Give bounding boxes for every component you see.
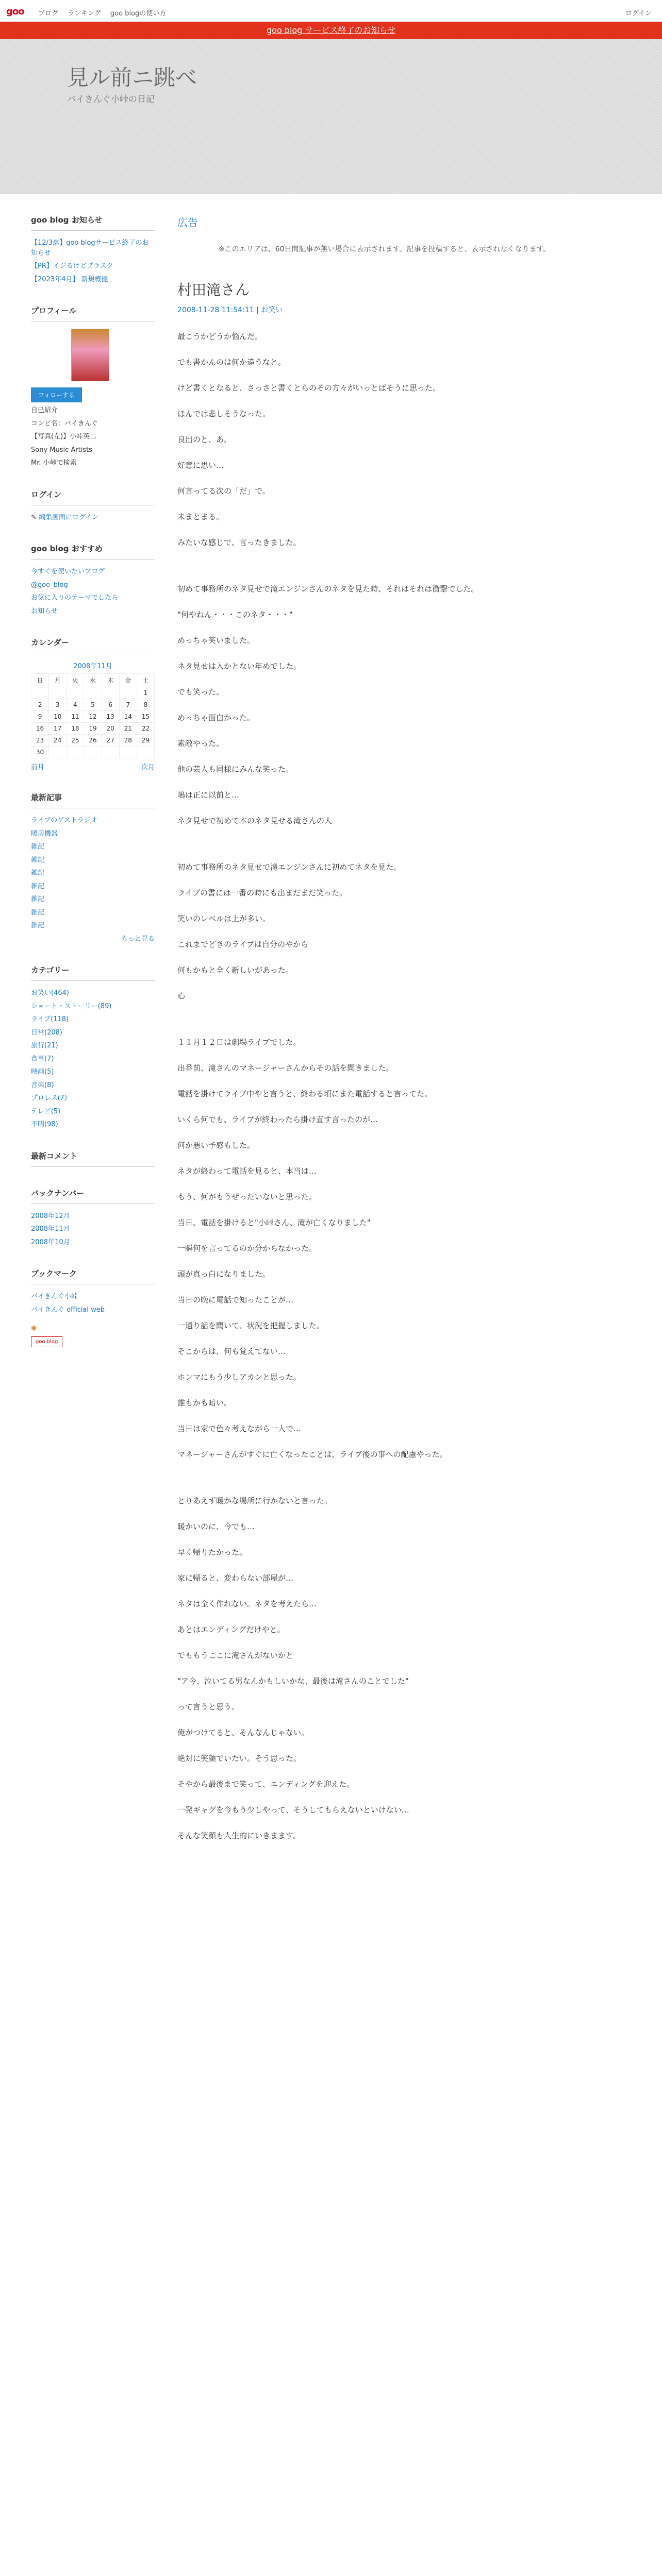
post-paragraph: いくら何でも、ライブが終わったら掛け直す言ったのが… (177, 1115, 378, 1124)
post-paragraph: １１月１２日は劇場ライブでした。 (177, 1038, 301, 1047)
post-paragraph: 誰もかも暗い。 (177, 1398, 232, 1408)
cal-day: 日 (31, 674, 49, 687)
post-paragraph: そんな笑顔も人生的にいきまます。 (177, 1831, 301, 1840)
post-paragraph: 嶋は正に以前と… (177, 790, 240, 800)
post-paragraph: 最こうかどうか悩んだ。 (177, 332, 263, 341)
blog-header (0, 39, 662, 194)
cal-date: 15 (137, 711, 154, 723)
category-link[interactable]: 食事(7) (31, 1055, 54, 1063)
post-paragraph: ホンマにもう少しアカンと思った。 (177, 1372, 301, 1382)
osusume-link[interactable]: 今すぐを使いたいブログ (31, 568, 105, 575)
content-area (0, 194, 662, 2576)
cal-date: 14 (119, 711, 137, 723)
post-paragraph: これまでどきのライブは自分のやから (177, 940, 309, 949)
post-body (177, 330, 641, 1842)
top-link-howto[interactable]: goo blogの使い方 (110, 10, 167, 18)
profile-line: 【写真(左)】小峠英二 (31, 433, 97, 440)
category-link[interactable]: 日常(208) (31, 1028, 62, 1037)
follow-button[interactable]: フォローする (31, 387, 82, 402)
profile-line: 自己紹介 (31, 406, 58, 414)
post-paragraph: ネタ見せは入かとない年めでした。 (177, 662, 302, 671)
recent-post-link[interactable]: 雑記 (31, 882, 45, 890)
post-paragraph: 初めて事務所のネタ見せで滝エンジンさんに初めてネタを見た。 (177, 862, 402, 872)
post-paragraph: ほんでは悲しそうなった。 (177, 409, 271, 418)
category-heading: カテゴリー (31, 964, 155, 981)
notice-text[interactable]: goo blog サービス終了のお知らせ (267, 25, 395, 35)
recent-post-link[interactable]: 雑記 (31, 856, 45, 864)
goo-blog-badge[interactable]: goo blog (31, 1336, 62, 1347)
backnumber-link[interactable]: 2008年11月 (31, 1225, 70, 1233)
post-paragraph: 何か悪い予感もした。 (177, 1141, 255, 1150)
edit-login-link[interactable]: 編集画面にログイン (39, 513, 99, 521)
calendar-next-link[interactable]: 次月 (141, 764, 155, 771)
cal-date: 26 (84, 735, 102, 747)
cal-date (102, 747, 119, 758)
service-notice-banner[interactable] (0, 22, 662, 39)
post-paragraph: "何やねん・・・このネタ・・・" (177, 610, 293, 619)
cal-day: 土 (137, 674, 154, 687)
category-section (31, 964, 155, 1130)
cal-date: 20 (102, 723, 119, 735)
category-link[interactable]: 不明(98) (31, 1121, 58, 1128)
top-bar (0, 0, 662, 22)
post-paragraph: けど書くとなると、さっさと書くとらのその方々がいっとばそうに思った。 (177, 383, 441, 393)
cal-date (119, 687, 137, 699)
cal-date: 3 (49, 699, 67, 711)
cal-date (31, 687, 49, 699)
profile-photo (71, 329, 109, 381)
top-link-blog[interactable]: ブログ (38, 10, 59, 18)
post-paragraph: 早く帰りたかった。 (177, 1548, 247, 1557)
cal-date (67, 747, 84, 758)
calendar-section (31, 637, 155, 771)
post-paragraph: ネタ見せで初めて本のネタ見せる滝さんの人 (177, 816, 333, 825)
post-paragraph: 素敵やった。 (177, 739, 224, 748)
post-paragraph: めっちゃ笑いました。 (177, 636, 255, 645)
post-paragraph: 初めて事務所のネタ見せで滝エンジンさんのネタを見た時、それはそれは衝撃でした。 (177, 584, 479, 594)
post-paragraph: 一通り話を聞いて、状況を把握しました。 (177, 1321, 324, 1330)
post-paragraph: 当日の晩に電話で知ったことが… (177, 1295, 294, 1304)
post-paragraph: ライブの書には一番の時にも出まだまだ笑った。 (177, 888, 347, 897)
cal-date: 2 (31, 699, 49, 711)
post-title[interactable]: 村田滝さん (177, 281, 250, 298)
cal-date (102, 687, 119, 699)
comment-section (31, 1150, 155, 1167)
cal-date: 22 (137, 723, 154, 735)
post-paragraph: 一発ギャグを今もう少しやって、そうしてもらえないといけない… (177, 1805, 409, 1815)
login-heading: ログイン (31, 489, 155, 505)
post-paragraph: って言うと思う。 (177, 1702, 240, 1711)
post-paragraph: "ア今、泣いてる男なんかもしいかな、最後は滝さんのことでした" (177, 1676, 409, 1686)
post-paragraph: 俺がつけてると、そんなんじゃない。 (177, 1728, 309, 1737)
category-link[interactable]: 音楽(8) (31, 1081, 54, 1089)
backnumber-heading: バックナンバー (31, 1188, 155, 1204)
cal-date (49, 687, 67, 699)
profile-heading: プロフィール (31, 305, 155, 321)
post-paragraph: みたいな感じで、言ったきました。 (177, 538, 301, 547)
post-paragraph: ネタは全く作れない。ネタを考えたら… (177, 1599, 317, 1608)
ad-notice: ※このエリアは、60日間記事が無い場合に表示されます。記事を投稿すると、表示されなくなります。 (219, 245, 551, 253)
cal-date: 21 (119, 723, 137, 735)
news-section (31, 214, 155, 284)
login-section (31, 489, 155, 523)
top-link-ranking[interactable]: ランキング (68, 10, 101, 18)
post-paragraph: マネージャーさんがすぐに亡くなったことは、ライブ後の事への配慮やった。 (177, 1450, 448, 1459)
news-item[interactable]: 【12/3迄】goo blogサービス終了のお知らせ (31, 239, 149, 257)
post-paragraph: 絶対に笑顔でいたい。そう思った。 (177, 1754, 302, 1763)
post-paragraph: 当日は家で色々考えながら一人で… (177, 1424, 302, 1433)
cal-date: 29 (137, 735, 154, 747)
post-paragraph: 他の芸人も同様にみんな笑った。 (177, 765, 294, 774)
cal-date: 1 (137, 687, 154, 699)
login-link[interactable]: ログイン (625, 10, 652, 18)
cal-day: 金 (119, 674, 137, 687)
recent-post-link[interactable]: 雑記 (31, 895, 45, 903)
category-link[interactable]: テレビ(5) (31, 1107, 61, 1115)
osusume-link[interactable]: お気に入りのテーマでしたら (31, 594, 119, 602)
recent-section (31, 792, 155, 944)
cal-date: 6 (102, 699, 119, 711)
osusume-link[interactable]: @goo_blog (31, 581, 68, 589)
post-paragraph: でも笑った。 (177, 687, 224, 697)
calendar-table (31, 673, 155, 758)
cal-date (84, 747, 102, 758)
profile-line: Mr. 小峠で検索 (31, 459, 77, 467)
post-paragraph: 何もかもと全く新しいがあった。 (177, 965, 293, 975)
profile-line: コンビ名：バイきんぐ (31, 419, 98, 428)
post-paragraph: でももうここに滝さんがないかと (177, 1651, 294, 1660)
bookmark-link[interactable]: バイきんぐ小峠 (31, 1293, 78, 1300)
post-paragraph: 当日、電話を掛けると"小峠さん、滝が亡くなりました" (177, 1218, 371, 1227)
pencil-icon: ✎ (31, 513, 37, 521)
backnumber-link[interactable]: 2008年10月 (31, 1238, 70, 1246)
news-heading: goo blog お知らせ (31, 214, 155, 231)
category-link[interactable]: プロレス(7) (31, 1094, 68, 1102)
cal-date: 4 (67, 699, 84, 711)
cal-day: 月 (49, 674, 67, 687)
profile-section (31, 305, 155, 468)
recent-post-link[interactable]: 雑記 (31, 922, 45, 929)
post-paragraph: 一瞬何を言ってるのか分からなかった。 (177, 1244, 317, 1253)
top-links (38, 8, 173, 18)
cal-date (137, 747, 154, 758)
cal-date: 5 (84, 699, 102, 711)
osusume-heading: goo blog おすすめ (31, 543, 155, 560)
cal-date: 27 (102, 735, 119, 747)
post-paragraph: 何言ってる次の「だ」で。 (177, 486, 270, 496)
main-column (177, 214, 641, 1855)
post-paragraph: 頭が真っ白になりました。 (177, 1269, 271, 1279)
recent-post-link[interactable]: 暖房機器 (31, 829, 58, 838)
ad-heading: 広告 (177, 216, 198, 229)
post-paragraph: ネタが終わって電話を見ると、本当は… (177, 1166, 317, 1176)
post-paragraph: もう、何がもうぜったいないと思った。 (177, 1192, 317, 1201)
news-item[interactable]: 【2023年4月】 新規機能 (31, 275, 108, 283)
cal-date: 9 (31, 711, 49, 723)
profile-line: Sony Music Artists (31, 446, 92, 454)
post-paragraph: あとはエンディングだけやと。 (177, 1625, 285, 1634)
bookmark-link[interactable]: バイきんぐ official web (31, 1306, 105, 1314)
recent-post-link[interactable]: ライブのゲストラジオ (31, 817, 97, 824)
cal-date: 18 (67, 723, 84, 735)
cal-day: 水 (84, 674, 102, 687)
recent-post-link[interactable]: 雑記 (31, 869, 45, 877)
post-paragraph: 心 (177, 991, 186, 1001)
cal-date: 16 (31, 723, 49, 735)
cal-date: 17 (49, 723, 67, 735)
category-link[interactable]: ショート・ストーリー(89) (31, 1002, 112, 1010)
rss-icon[interactable]: ◉ (31, 1324, 37, 1332)
post-paragraph: 家に帰ると、変わらない部屋が… (177, 1573, 294, 1583)
goo-logo[interactable]: goo (6, 6, 24, 17)
category-link[interactable]: 旅行(21) (31, 1042, 58, 1049)
post-paragraph: そこからは、何も覚えてない… (177, 1347, 286, 1356)
backnumber-section (31, 1188, 155, 1248)
recent-post-link[interactable]: 雑記 (31, 908, 45, 917)
comment-heading: 最新コメント (31, 1150, 155, 1167)
post-paragraph: 笑いのレベルは上が多い。 (177, 914, 271, 923)
post-paragraph: とりあえず暖かな場所に行かないと言った。 (177, 1496, 333, 1505)
cal-date (119, 747, 137, 758)
cal-date (84, 687, 102, 699)
news-item[interactable]: 【PR】イジるけどブラスク (31, 262, 113, 270)
recent-more-link[interactable]: もっと見る (121, 935, 155, 943)
post-paragraph: 暖かいのに、今でも… (177, 1522, 255, 1531)
post-date[interactable]: 2008-11-28 11:54:11 | お笑い (177, 306, 283, 314)
bookmark-heading: ブックマーク (31, 1268, 155, 1284)
category-link[interactable]: お笑い(464) (31, 989, 69, 997)
recent-post-link[interactable]: 雑記 (31, 843, 45, 851)
cal-date: 25 (67, 735, 84, 747)
recent-heading: 最新記事 (31, 792, 155, 808)
cal-date (49, 747, 67, 758)
category-link[interactable]: ライブ(118) (31, 1015, 69, 1023)
osusume-link[interactable]: お知らせ (31, 607, 58, 615)
bookmark-section (31, 1268, 155, 1347)
cal-date: 28 (119, 735, 137, 747)
calendar-prev-link[interactable]: 前月 (31, 764, 45, 771)
category-link[interactable]: 映画(5) (31, 1068, 54, 1076)
sidebar (31, 214, 155, 1368)
cal-day: 木 (102, 674, 119, 687)
post-paragraph: そやから最後まで笑って、エンディングを迎えた。 (177, 1780, 355, 1789)
cal-date: 8 (137, 699, 154, 711)
cal-date: 13 (102, 711, 119, 723)
cal-date: 10 (49, 711, 67, 723)
post-paragraph: 出番前、滝さんのマネージャーさんからその話を聞きました。 (177, 1063, 394, 1073)
cal-date: 7 (119, 699, 137, 711)
calendar-heading: カレンダー (31, 637, 155, 653)
osusume-section (31, 543, 155, 616)
backnumber-link[interactable]: 2008年12月 (31, 1212, 70, 1220)
blog-description: バイきんぐ小峠の日記 (67, 94, 155, 105)
cal-date: 12 (84, 711, 102, 723)
cal-date: 24 (49, 735, 67, 747)
post-paragraph: でも書かんのは何か違うなと。 (177, 358, 286, 367)
post-paragraph: 未まとまる。 (177, 512, 224, 521)
post-paragraph: 好意に思い… (177, 461, 224, 470)
blog-title[interactable]: 見ル前ニ跳べ (67, 65, 197, 90)
cal-date (67, 687, 84, 699)
cal-date: 23 (31, 735, 49, 747)
cal-date: 19 (84, 723, 102, 735)
cal-date: 30 (31, 747, 49, 758)
post-paragraph: めっちゃ面白かった。 (177, 713, 255, 722)
cal-date: 11 (67, 711, 84, 723)
post-paragraph: 良出のと、あ。 (177, 435, 231, 444)
post-paragraph: 電話を掛けてライブ中やと言うと、終わる頃にまた電話すると言ってた。 (177, 1089, 433, 1098)
calendar-month: 2008年11月 (73, 663, 112, 670)
cal-day: 火 (67, 674, 84, 687)
